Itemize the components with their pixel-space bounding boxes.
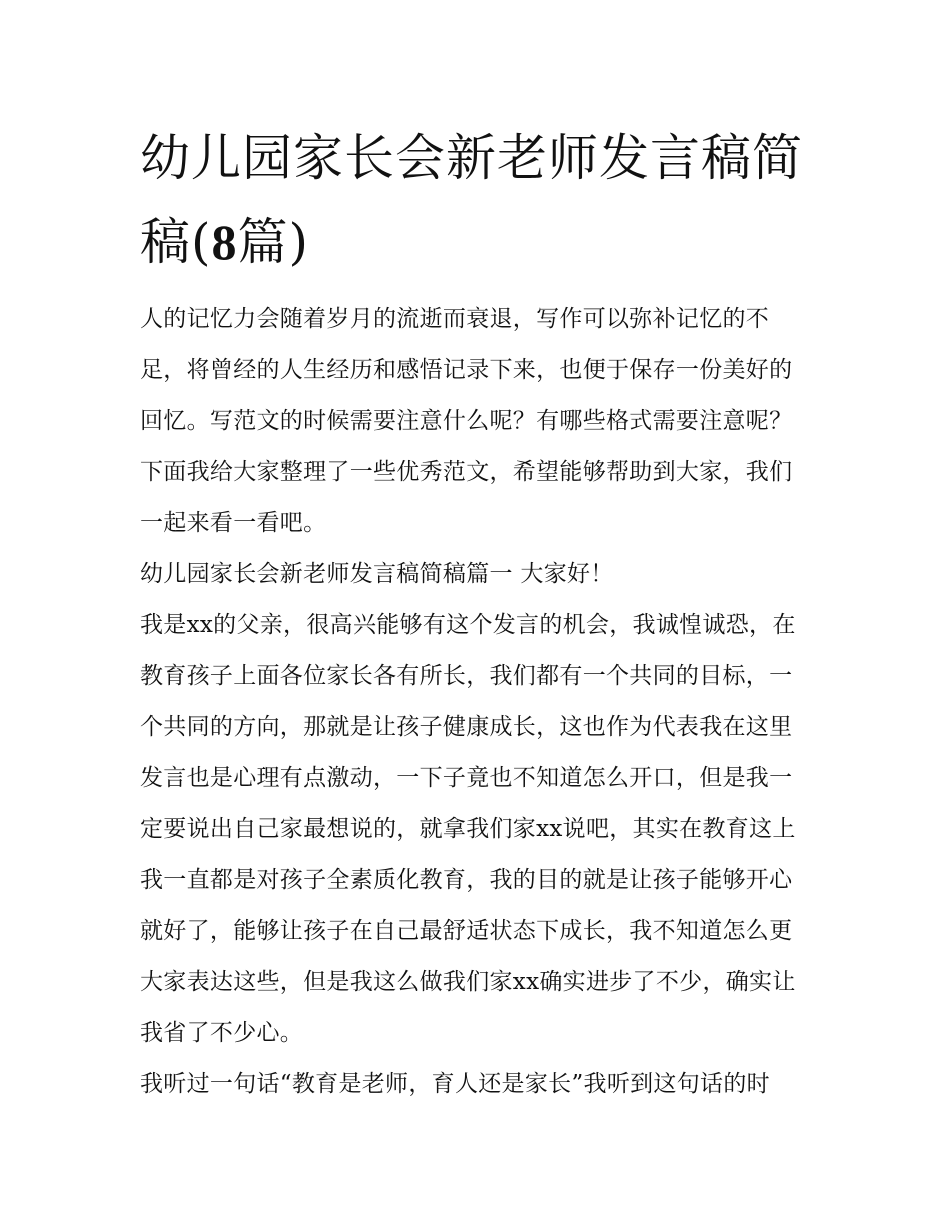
title-number: 8: [211, 214, 238, 270]
document-title: [140, 116, 812, 284]
body-paragraph: 我听过一句话“教育是老师，育人还是家长”我听到这句话的时: [140, 1071, 770, 1097]
document-body: [140, 116, 812, 1110]
section-heading-paragraph: 幼儿园家长会新老师发言稿简稿篇一 大家好！: [140, 561, 614, 587]
intro-paragraph: 人的记忆力会随着岁月的流逝而衰退，写作可以弥补记忆的不足，将曾经的人生经历和感悟记录下来，也便于保存一份美好的回忆。写范文的时候需要注意什么呢？有哪些格式需要注意呢？下面我给大家整理了一些优秀范文，希望能够帮助到大家，我们一起来看一看吧。: [140, 306, 793, 536]
title-suffix: 篇): [237, 213, 310, 271]
body-paragraph: 我是xx的父亲，很高兴能够有这个发言的机会，我诚惶诚恐，在教育孩子上面各位家长各有所长，我们都有一个共同的目标，一个共同的方向，那就是让孩子健康成长，这也作为代表我在这里发言也是心理有点激动，一下子竟也不知道怎么开口，但是我一定要说出自己家最想说的，就拿我们家xx说吧，其实在教育这上我一直都是对孩子全素质化教育，我的目的就是让孩子能够开心就好了，能够让孩子在自己最舒适状态下成长，我不知道怎么更大家表达这些，但是我这么做我们家xx确实进步了不少，确实让我省了不少心。: [140, 612, 796, 1046]
title-text: 幼儿园家长会新老师发言稿简稿(: [140, 129, 803, 271]
